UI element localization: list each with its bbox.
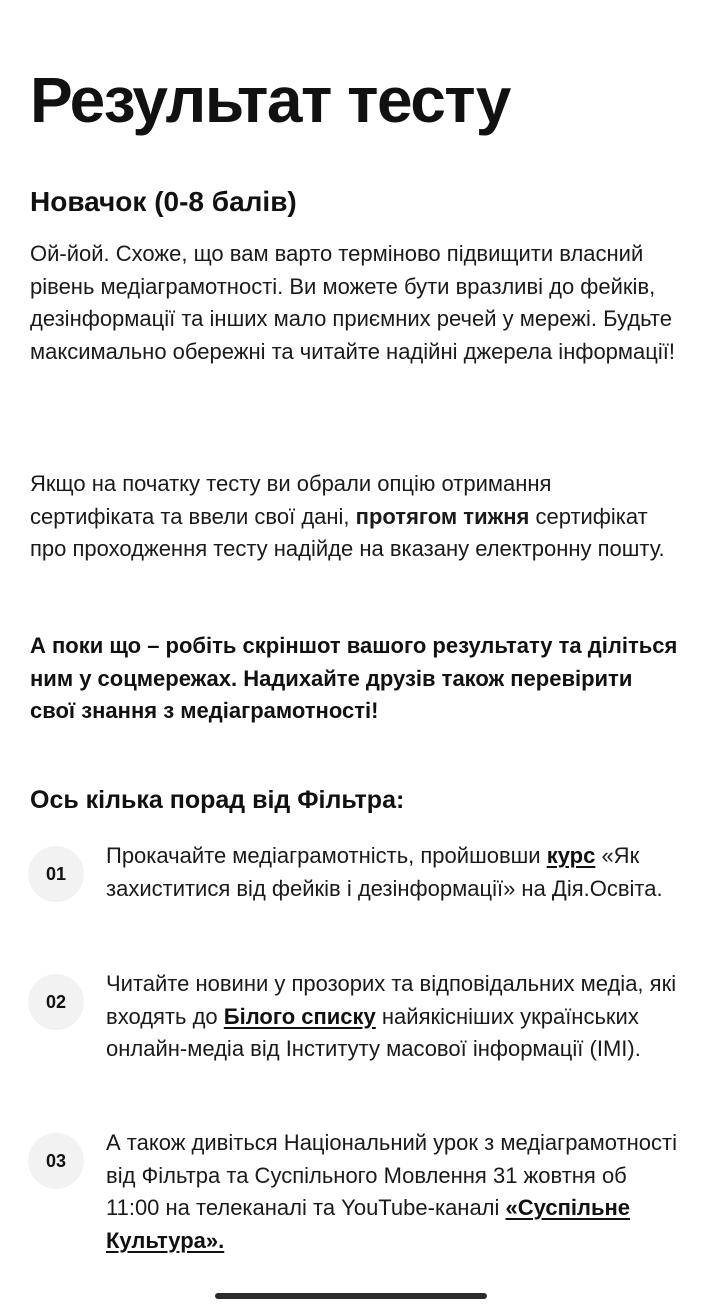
certificate-text-before: Якщо на початку тесту ви обрали опцію отримання сертифіката та ввели свої дані, xyxy=(30,471,552,529)
tip-text xyxy=(106,840,681,905)
tip-text-after: «Як захиститися від фейків і дезінформації» на Дія.Освіта. xyxy=(106,843,663,901)
tips-heading: Ось кілька порад від Фільтра: xyxy=(30,786,405,814)
tip-text xyxy=(106,968,681,1066)
tip-number-badge: 01 xyxy=(28,846,84,902)
tip-text-before: Прокачайте медіаграмотність, пройшовши xyxy=(106,843,547,868)
tip-text-before: Читайте новини у прозорих та відповідальних медіа, які входять до xyxy=(106,971,677,1029)
white-list-link[interactable]: Білого списку xyxy=(223,1003,376,1029)
certificate-info xyxy=(30,468,680,566)
result-level-heading: Новачок (0-8 балів) xyxy=(30,186,297,217)
certificate-text-after: сертифікат про проходження тесту надійде на вказану електронну пошту. xyxy=(30,503,665,561)
tip-number-badge: 02 xyxy=(28,974,84,1030)
page-title: Результат тесту xyxy=(30,64,510,136)
course-link[interactable]: курс xyxy=(546,843,596,868)
tip-number-badge: 03 xyxy=(28,1133,84,1189)
tip-text-before: А також дивіться Національний урок з медіаграмотності від Фільтра та Суспільного Мовлення 31 жовтня об 11:00 на телеканалі та YouTube-каналі xyxy=(106,1130,677,1220)
home-indicator[interactable] xyxy=(215,1293,487,1299)
tip-text-after: найякісніших українських онлайн-медіа від Інституту масової інформації (IMI). xyxy=(106,1003,641,1061)
certificate-deadline: протягом тижня xyxy=(355,503,530,529)
result-description: Ой-йой. Схоже, що вам варто терміново підвищити власний рівень медіаграмотності. Ви можете бути вразливі до фейків, дезінформації та інших мало приємних речей у мережі. Будьте максимально обережні та читайте надійні джерела інформації! xyxy=(30,241,675,364)
tip-text xyxy=(106,1127,681,1257)
share-call-to-action: А поки що – робіть скріншот вашого результату та діліться ним у соцмережах. Надихайте друзів також перевірити свої знання з медіаграмотності! xyxy=(30,633,678,723)
suspilne-kultura-link[interactable]: «Суспільне Культура». xyxy=(106,1195,631,1253)
